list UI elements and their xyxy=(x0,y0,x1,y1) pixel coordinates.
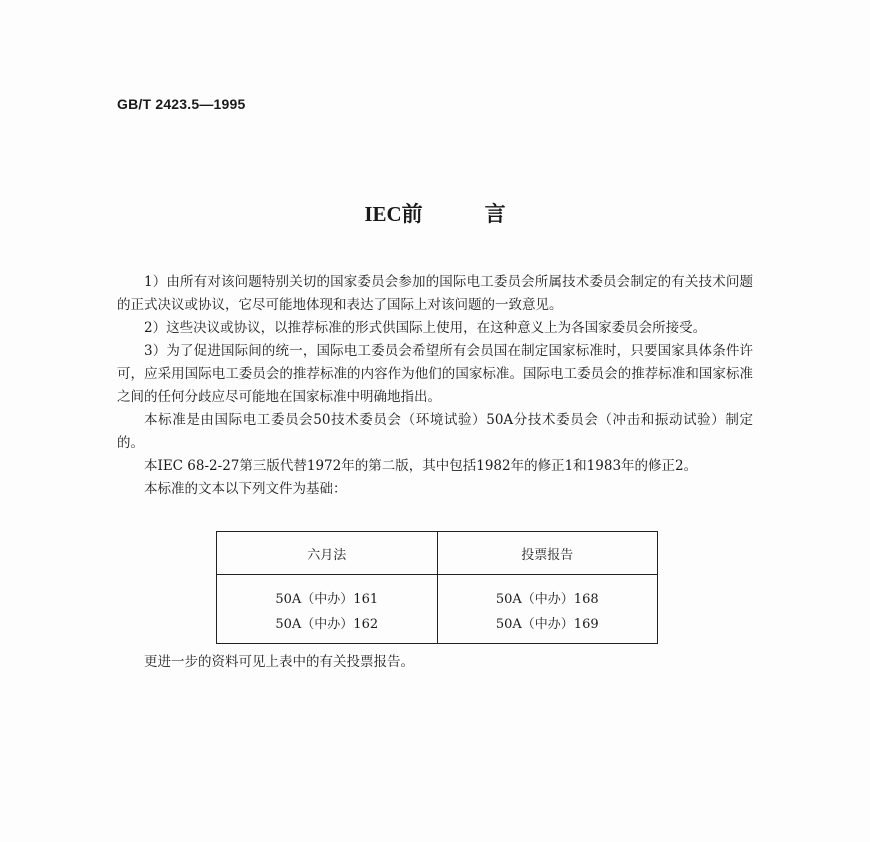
title-char-2: 言 xyxy=(484,201,506,226)
paragraph-1: 1）由所有对该问题特别关切的国家委员会参加的国际电工委员会所属技术委员会制定的有关技术问题的正式决议或协议，它尽可能地体现和表达了国际上对该问题的一致意见。 xyxy=(117,274,753,313)
voting-documents-table xyxy=(216,531,658,644)
table-row xyxy=(217,575,658,644)
table-cell-value: 50A（中办）162 xyxy=(275,617,379,632)
paragraph-6: 本标准的文本以下列文件为基础： xyxy=(144,481,347,497)
paragraph-3: 3）为了促进国际间的统一，国际电工委员会希望所有会员国在制定国家标准时，只要国家具体条件许可，应采用国际电工委员会的推荐标准的内容作为他们的国家标准。国际电工委员会的推荐标准和国家标准之间的任何分歧应尽可能地在国家标准中明确地指出。 xyxy=(117,343,753,405)
table-cell-value: 50A（中办）168 xyxy=(495,592,599,607)
standard-code: GB/T 2423.5—1995 xyxy=(117,96,246,112)
table-header-cell: 投票报告 xyxy=(437,532,658,575)
paragraph-5: 本IEC 68-2-27第三版代替1972年的第二版，其中包括1982年的修正1和1983年的修正2。 xyxy=(144,458,698,474)
title-prefix: IEC xyxy=(364,202,402,226)
table-cell-six-month-docs xyxy=(217,575,438,644)
table-header-cell: 六月法 xyxy=(217,532,438,575)
page-title xyxy=(0,198,870,228)
table-header-row xyxy=(217,532,658,575)
title-char-1: 前 xyxy=(401,201,423,226)
table-cell-value: 50A（中办）169 xyxy=(495,617,599,632)
table-cell-value: 50A（中办）161 xyxy=(275,592,379,607)
foreword-body xyxy=(117,271,753,501)
table-cell-voting-reports xyxy=(437,575,658,644)
paragraph-2: 2）这些决议或协议，以推荐标准的形式供国际上使用，在这种意义上为各国家委员会所接受。 xyxy=(144,320,707,336)
paragraph-4: 本标准是由国际电工委员会50技术委员会（环境试验）50A分技术委员会（冲击和振动试验）制定的。 xyxy=(117,412,753,451)
footer-note: 更进一步的资料可见上表中的有关投票报告。 xyxy=(144,654,414,670)
